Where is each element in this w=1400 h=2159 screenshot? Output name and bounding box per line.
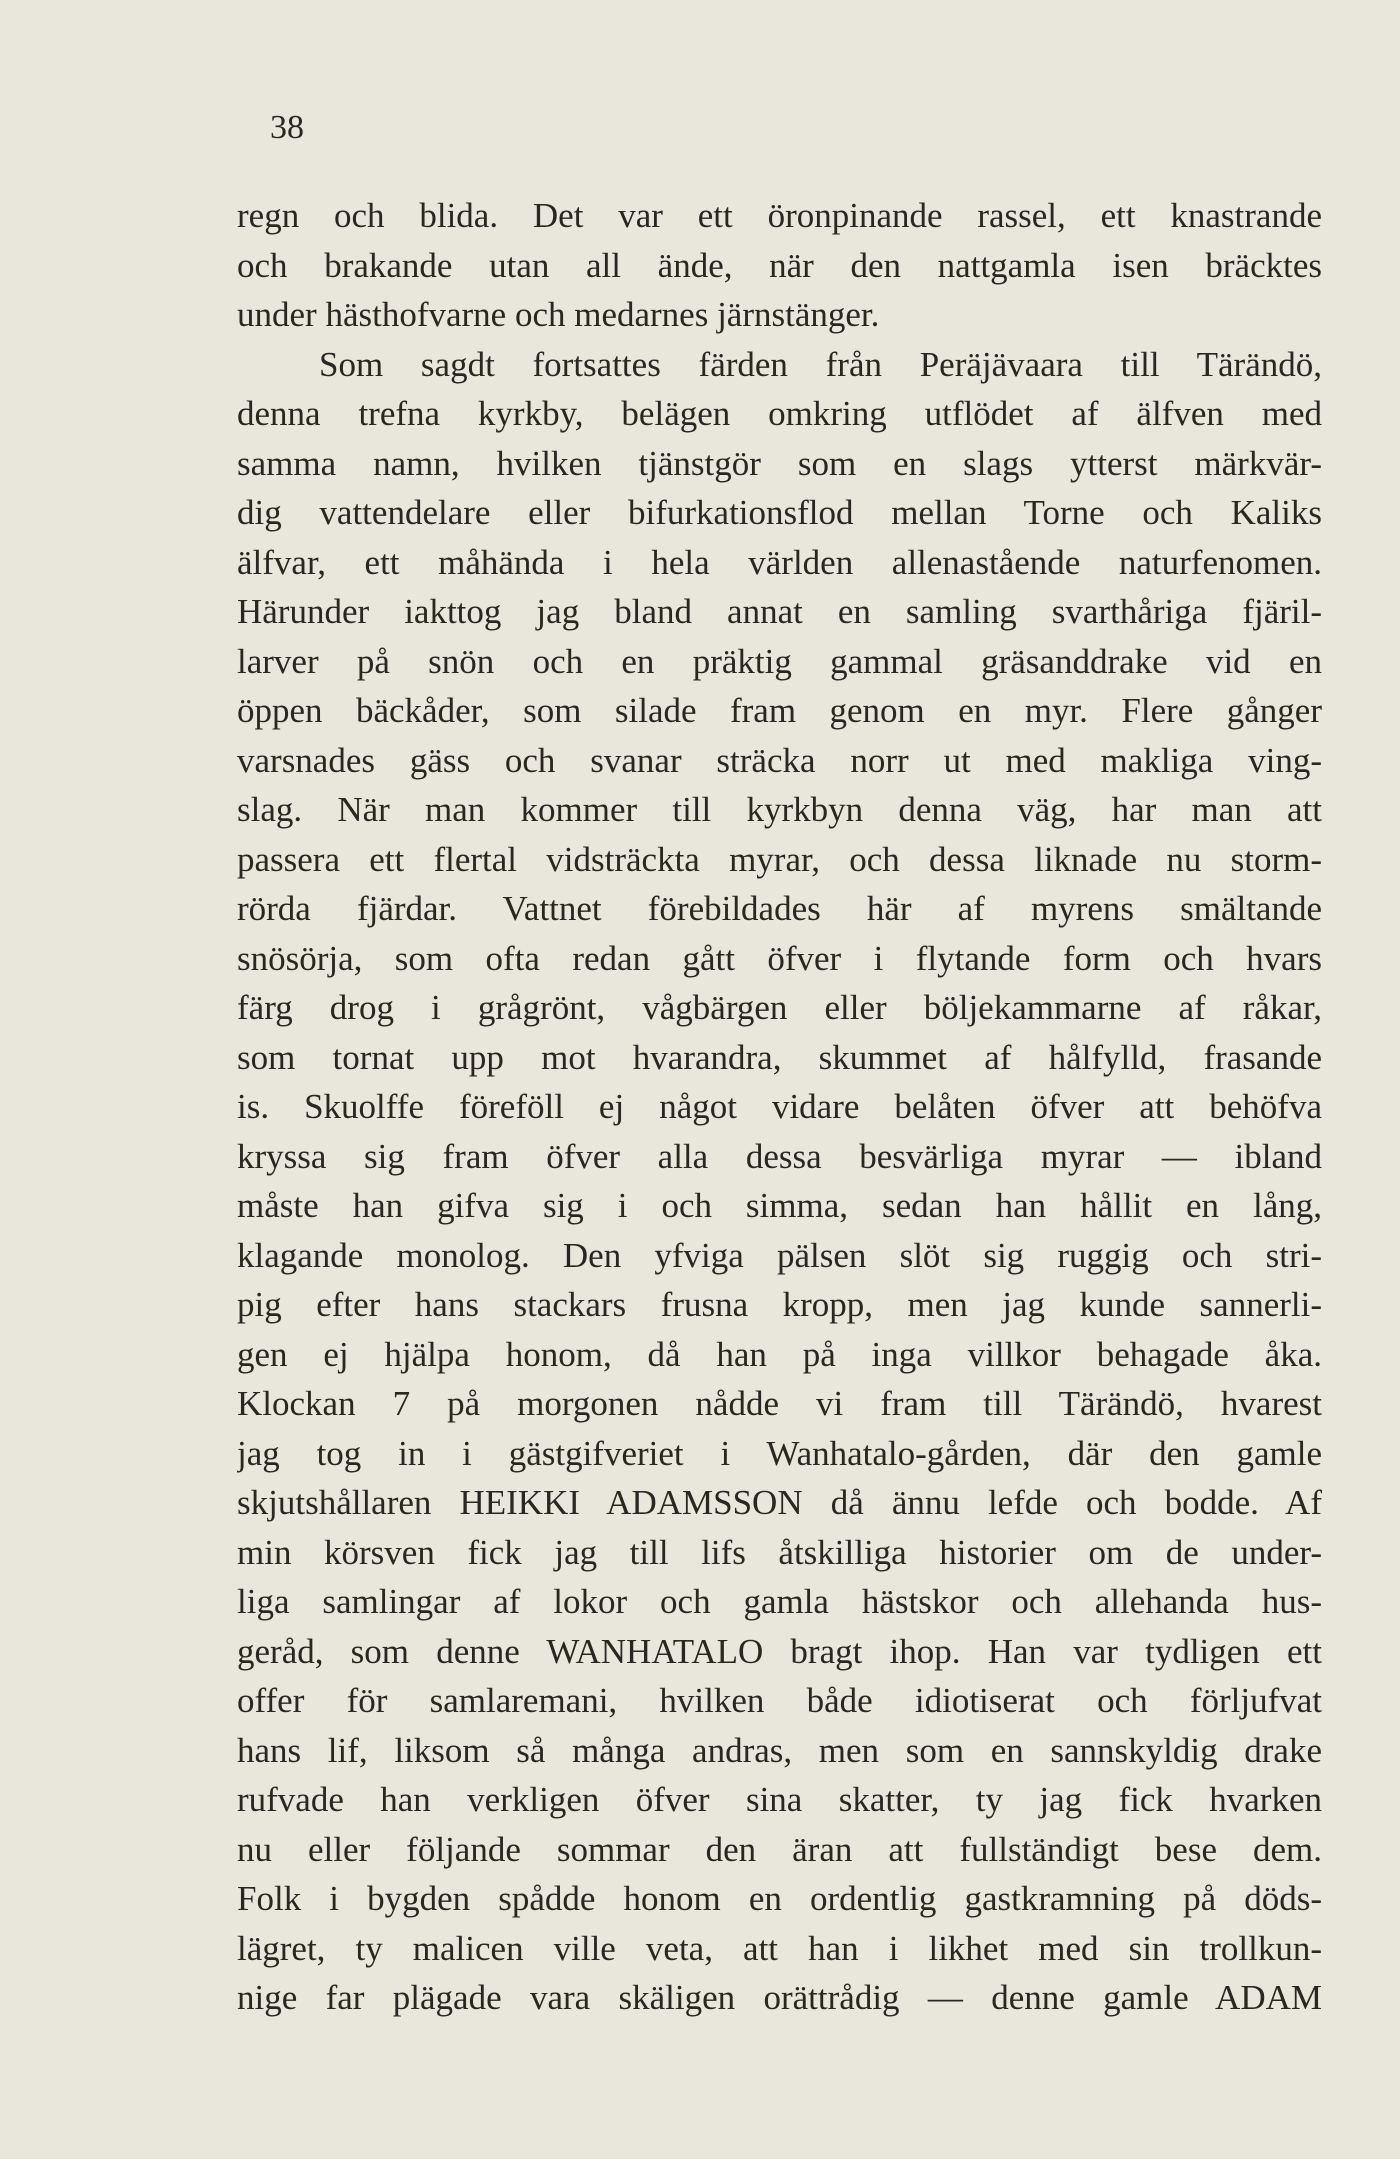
body-text (237, 191, 1322, 2023)
text-line: Härunder iakttog jag bland annat en samling svarthåriga fjäril- (237, 592, 1322, 631)
text-line: liga samlingar af lokor och gamla hästskor och allehanda hus- (237, 1582, 1322, 1621)
text-line: min körsven fick jag till lifs åtskilliga historier om de under- (237, 1532, 1322, 1572)
text-line: öppen bäckåder, som silade fram genom en myr. Flere gånger (237, 691, 1322, 730)
text-line: Klockan 7 på morgonen nådde vi fram till Tärändö, hvarest (237, 1384, 1322, 1423)
text-line: rörda fjärdar. Vattnet förebildades här af myrens smältande (237, 889, 1322, 928)
text-line: dig vattendelare eller bifurkationsflod mellan Torne och Kaliks (237, 493, 1322, 532)
text-line: måste han gifva sig i och simma, sedan han hållit en lång, (237, 1186, 1322, 1225)
text-line: under hästhofvarne och medarnes järnstänger. (237, 295, 880, 334)
text-line: hans lif, liksom så många andras, men som en sannskyldig drake (237, 1730, 1322, 1770)
text-line: gen ej hjälpa honom, då han på inga villkor behagade åka. (237, 1334, 1322, 1374)
text-line: Som sagdt fortsattes färden från Peräjävaara till Tärändö, (319, 344, 1322, 384)
text-line: nu eller följande sommar den äran att fullständigt bese dem. (237, 1829, 1322, 1869)
text-line: regn och blida. Det var ett öronpinande rassel, ett knastrande (237, 196, 1322, 235)
text-line: som tornat upp mot hvarandra, skummet af hålfylld, frasande (237, 1037, 1322, 1077)
text-line: pig efter hans stackars frusna kropp, men jag kunde sannerli- (237, 1285, 1322, 1324)
text-line: larver på snön och en präktig gammal gräsanddrake vid en (237, 641, 1322, 681)
text-line: kryssa sig fram öfver alla dessa besvärliga myrar — ibland (237, 1136, 1322, 1176)
text-line: skjutshållaren HEIKKI ADAMSSON då ännu lefde och bodde. Af (237, 1483, 1322, 1522)
text-line: Folk i bygden spådde honom en ordentlig gastkramning på döds- (237, 1879, 1322, 1918)
text-line: offer för samlaremani, hvilken både idiotiserat och förljufvat (237, 1681, 1322, 1720)
text-line: och brakande utan all ände, när den nattgamla isen bräcktes (237, 245, 1322, 285)
text-line: slag. När man kommer till kyrkbyn denna väg, har man att (237, 790, 1322, 829)
text-line: lägret, ty malicen ville veta, att han i likhet med sin trollkun- (237, 1928, 1322, 1968)
text-line: färg drog i grågrönt, vågbärgen eller böljekammarne af råkar, (237, 988, 1322, 1027)
text-line: älfvar, ett måhända i hela världen allenastående naturfenomen. (237, 542, 1322, 582)
text-line: is. Skuolffe föreföll ej något vidare belåten öfver att behöfva (237, 1087, 1322, 1126)
text-line: denna trefna kyrkby, belägen omkring utflödet af älfven med (237, 394, 1322, 433)
text-line: samma namn, hvilken tjänstgör som en slags ytterst märkvär- (237, 443, 1322, 483)
text-line: varsnades gäss och svanar sträcka norr ut med makliga ving- (237, 740, 1322, 780)
text-line: snösörja, som ofta redan gått öfver i flytande form och hvars (237, 938, 1322, 978)
text-line: passera ett flertal vidsträckta myrar, och dessa liknade nu storm- (237, 839, 1322, 879)
text-line: jag tog in i gästgifveriet i Wanhatalo-gården, där den gamle (237, 1433, 1322, 1473)
text-line: nige far plägade vara skäligen orättrådig — denne gamle ADAM (237, 1978, 1322, 2017)
page-number: 38 (270, 109, 304, 146)
text-line: geråd, som denne WANHATALO bragt ihop. Han var tydligen ett (237, 1631, 1322, 1671)
text-line: rufvade han verkligen öfver sina skatter, ty jag fick hvarken (237, 1780, 1322, 1819)
text-line: klagande monolog. Den yfviga pälsen slöt sig ruggig och stri- (237, 1235, 1322, 1275)
